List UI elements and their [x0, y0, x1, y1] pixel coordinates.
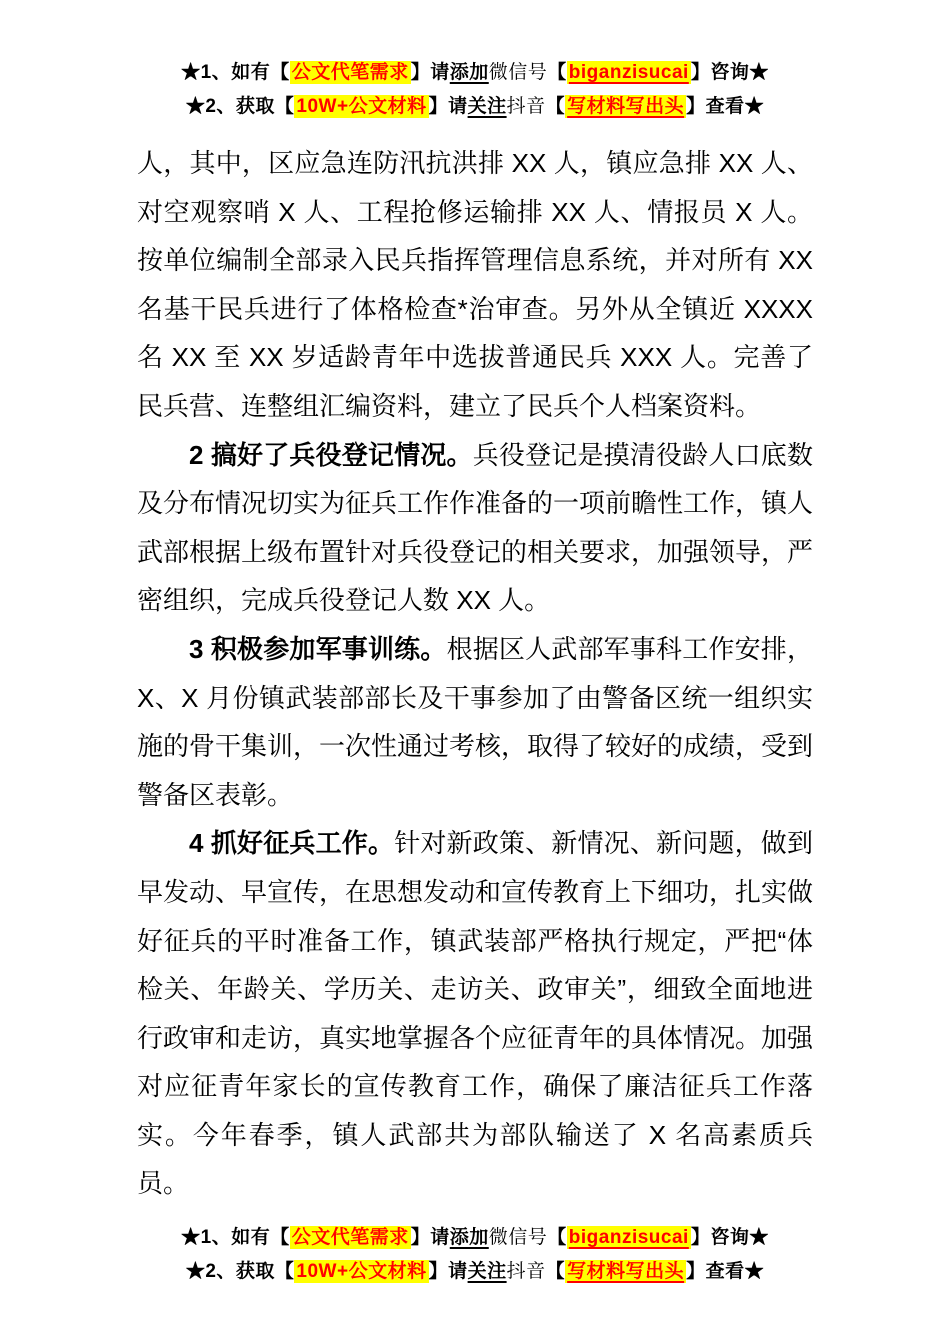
paragraph-continuation [137, 139, 813, 431]
paragraph-lead: 2 搞好了兵役登记情况。 [189, 439, 473, 470]
promo-connector-text: 】请 [410, 62, 450, 83]
highlight-service-keyword: 公文代笔需求 [291, 62, 409, 83]
highlight-service-keyword: 公文代笔需求 [291, 1227, 409, 1249]
wechat-id: biganzisucai [568, 1227, 689, 1249]
promo-suffix-text: 】咨询★ [690, 62, 769, 83]
paragraph-lead: 4 抓好征兵工作。 [189, 828, 395, 859]
paragraph-3-military-training [137, 625, 813, 819]
open-bracket: 【 [545, 96, 566, 117]
promo-prefix-text: ★1、如有【 [181, 62, 290, 83]
open-bracket: 【 [547, 1227, 567, 1249]
promo-header-line-1 [0, 56, 950, 90]
highlight-material-keyword: 10W+公文材料 [296, 96, 427, 117]
promo-header-line-2 [0, 90, 950, 124]
paragraph-4-conscription-work [137, 819, 813, 1208]
add-action-text: 添加 [449, 62, 489, 83]
add-action-text: 添加 [449, 1227, 489, 1249]
promo-footer-line-1 [0, 1221, 950, 1255]
paragraph-lead: 3 积极参加军事训练。 [189, 633, 447, 664]
open-bracket: 【 [545, 1261, 566, 1283]
highlight-material-keyword: 10W+公文材料 [296, 1261, 427, 1283]
douyin-account-name: 写材料写出头 [567, 1261, 685, 1283]
promo-footer-line-2 [0, 1255, 950, 1289]
paragraph-2-military-service-registration [137, 431, 813, 625]
open-bracket: 【 [547, 62, 567, 83]
promo-connector-text: 】请 [428, 96, 468, 117]
wechat-id: biganzisucai [568, 62, 689, 83]
paragraph-text: 针对新政策、新情况、新问题，做到早发动、早宣传，在思想发动和宣传教育上下细功，扎实做好征兵的平时准备工作，镇武装部严格执行规定，严把“体检关、年龄关、学历关、走访关、政审关”，细致全面地进行政审和走访，真实地掌握各个应征青年的具体情况。加强对应征青年家长的宣传教育工作，确保了廉洁征兵工作落实。今年春季，镇人武部共为部队输送了 X 名高素质兵员。 [137, 828, 814, 1199]
promo-suffix-text: 】查看★ [686, 96, 765, 117]
promo-suffix-text: 】查看★ [686, 1261, 765, 1283]
promo-footer [0, 1221, 950, 1289]
paragraph-text: 兵役登记是摸清役龄人口底数及分布情况切实为征兵工作作准备的一项前瞻性工作，镇人武部根据上级布置针对兵役登记的相关要求，加强领导，严密组织，完成兵役登记人数 XX 人。 [137, 439, 814, 616]
follow-action-text: 关注 [467, 96, 507, 117]
wechat-label: 微信号 [488, 62, 548, 83]
paragraph-text: 根据区人武部军事科工作安排，X、X 月份镇武装部部长及干事参加了由警备区统一组织实施的骨干集训，一次性通过考核，取得了较好的成绩，受到警备区表彰。 [137, 633, 814, 810]
promo-header [0, 0, 950, 124]
douyin-label: 抖音 [506, 96, 546, 117]
douyin-account-name: 写材料写出头 [567, 96, 685, 117]
promo-prefix-text: ★2、获取【 [185, 96, 295, 117]
promo-prefix-text: ★1、如有【 [181, 1227, 290, 1249]
wechat-label: 微信号 [488, 1227, 548, 1249]
follow-action-text: 关注 [467, 1261, 507, 1283]
document-body [137, 139, 813, 1208]
promo-suffix-text: 】咨询★ [690, 1227, 769, 1249]
douyin-label: 抖音 [506, 1261, 546, 1283]
promo-connector-text: 】请 [428, 1261, 468, 1283]
promo-connector-text: 】请 [410, 1227, 450, 1249]
paragraph-text: 人，其中，区应急连防汛抗洪排 XX 人，镇应急排 XX 人、对空观察哨 X 人、工程抢修运输排 XX 人、情报员 X 人。按单位编制全部录入民兵指挥管理信息系统，并对所有 XX 名基干民兵进行了体格检查*治审查。另外从全镇近 XXXX 名 XX 至 XX 岁适龄青年中选拔普通民兵 XXX 人。完善了民兵营、连整组汇编资料，建立了民兵个人档案资料。 [137, 148, 813, 421]
promo-prefix-text: ★2、获取【 [185, 1261, 295, 1283]
